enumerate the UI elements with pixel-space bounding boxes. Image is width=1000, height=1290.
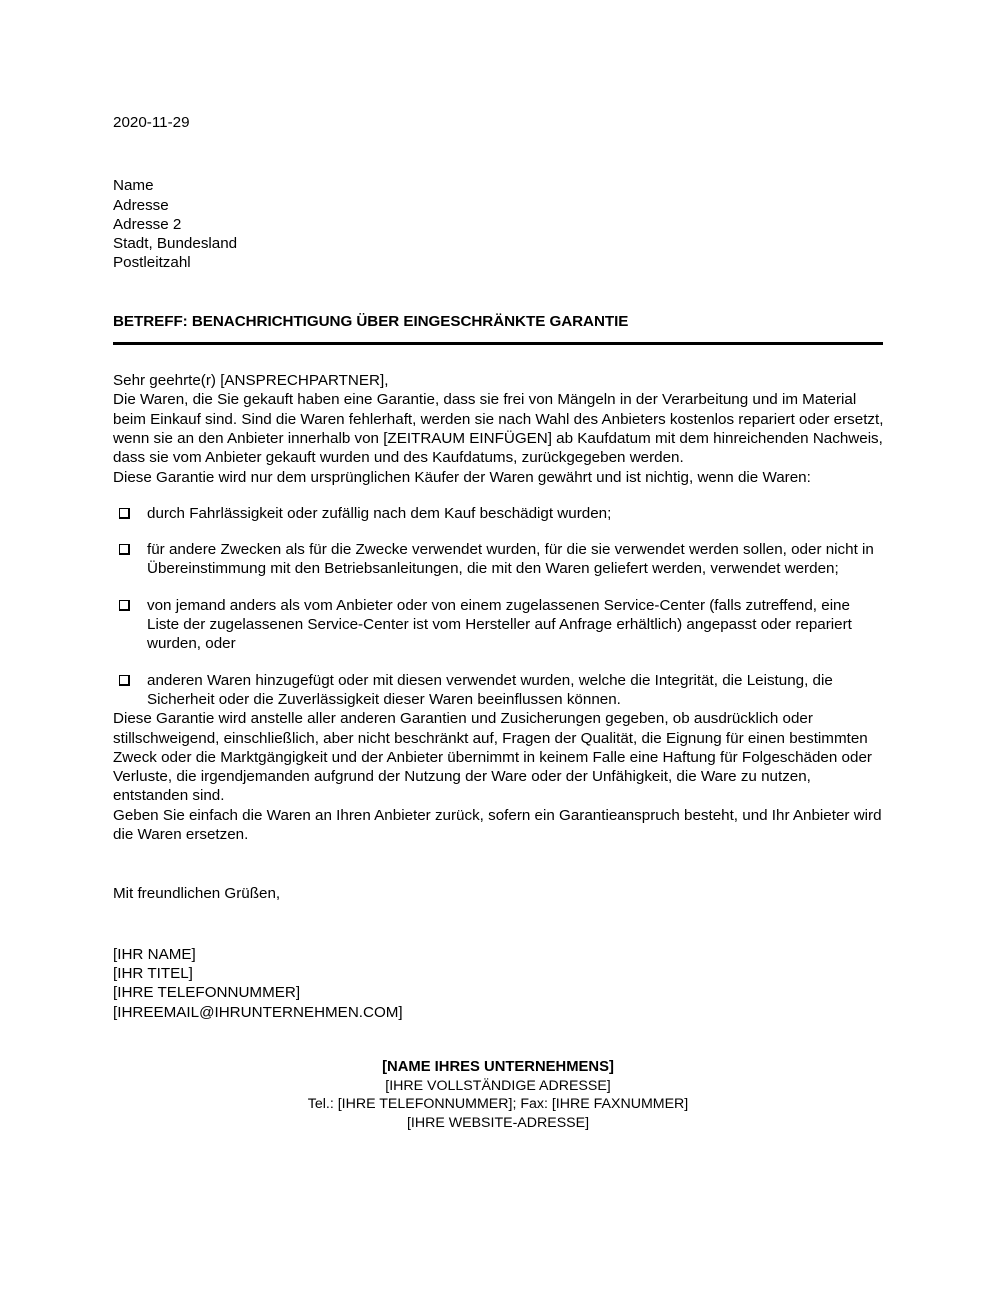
exclusions-list <box>113 504 885 709</box>
signature-line-title: [IHR TITEL] <box>113 964 193 982</box>
document-body <box>113 0 885 1132</box>
footer-address: [IHRE VOLLSTÄNDIGE ADRESSE] <box>385 1077 611 1094</box>
square-bullet-icon <box>119 600 130 611</box>
square-bullet-icon <box>119 508 130 519</box>
list-item <box>113 671 885 710</box>
recipient-line-name: Name <box>113 177 154 195</box>
signature-line-phone: [IHRE TELEFONNUMMER] <box>113 984 301 1002</box>
signature-block <box>113 945 885 1022</box>
footer-company-name: [NAME IHRES UNTERNEHMENS] <box>382 1058 614 1075</box>
recipient-address-block <box>113 176 885 272</box>
list-item-text: von jemand anders als vom Anbieter oder von einem zugelassenen Service-Center (falls zutreffend, eine Liste der zugelassenen Service-Center ist vom Hersteller auf Anfrage erhältlich) angepasst oder repariert wurden, oder <box>147 596 852 653</box>
list-item <box>113 540 885 579</box>
list-item-text: anderen Waren hinzugefügt oder mit diesen verwendet wurden, welche die Integrität, die Leistung, die Sicherheit oder die Zuverlässigkeit dieser Waren beeinflussen können. <box>147 671 833 708</box>
footer-website: [IHRE WEBSITE-ADRESSE] <box>406 1114 590 1131</box>
subject-section <box>113 312 885 345</box>
salutation: Sehr geehrte(r) [ANSPRECHPARTNER], <box>113 372 389 390</box>
list-item <box>113 504 885 523</box>
subject-heading: BETREFF: BENACHRICHTIGUNG ÜBER EINGESCHRÄNKTE GARANTIE <box>113 312 629 330</box>
square-bullet-icon <box>119 675 130 686</box>
recipient-line-address1: Adresse <box>113 196 169 214</box>
recipient-line-address2: Adresse 2 <box>113 215 182 233</box>
letter-date: 2020-11-29 <box>113 114 190 131</box>
list-item-text: durch Fahrlässigkeit oder zufällig nach dem Kauf beschädigt wurden; <box>147 504 612 522</box>
signature-line-email: [IHREEMAIL@IHRUNTERNEHMEN.COM] <box>113 1003 403 1021</box>
paragraph-conditions-lead: Diese Garantie wird nur dem ursprünglichen Käufer der Waren gewährt und ist nichtig, wenn die Waren: <box>113 468 811 486</box>
square-bullet-icon <box>119 544 130 555</box>
list-item <box>113 596 885 654</box>
footer-contact: Tel.: [IHRE TELEFONNUMMER]; Fax: [IHRE FAXNUMMER] <box>307 1096 689 1113</box>
closing-salutation: Mit freundlichen Grüßen, <box>113 885 281 903</box>
paragraph-intro: Die Waren, die Sie gekauft haben eine Garantie, dass sie frei von Mängeln in der Verarbeitung und im Material beim Einkauf sind. Sind die Waren fehlerhaft, werden sie nach Wahl des Anbieters kostenlos repariert oder ersetzt, wenn sie an den Anbieter innerhalb von [ZEITRAUM EINFÜGEN] ab Kaufdatum mit dem hinreichenden Nachweis, dass sie vom Anbieter gekauft wurden und des Kaufdatums, zurückgegeben werden. <box>113 391 884 467</box>
subject-divider <box>113 342 883 345</box>
recipient-line-city-state: Stadt, Bundesland <box>113 235 238 253</box>
recipient-line-postal-code: Postleitzahl <box>113 254 191 272</box>
letterhead-footer <box>113 1058 885 1132</box>
paragraph-return-instructions: Geben Sie einfach die Waren an Ihren Anbieter zurück, sofern ein Garantieanspruch besteht, und Ihr Anbieter wird die Waren ersetzen. <box>113 806 882 844</box>
list-item-text: für andere Zwecken als für die Zwecke verwendet wurden, für die sie verwendet werden sollen, oder nicht in Übereinstimmung mit den Betriebsanleitungen, die mit den Waren geliefert werden, verwendet werden; <box>147 541 874 578</box>
paragraph-disclaimer: Diese Garantie wird anstelle aller anderen Garantien und Zusicherungen gegeben, ob ausdrücklich oder stillschweigend, einschließlich, aber nicht beschränkt auf, Fragen der Qualität, die Eignung für einen bestimmten Zweck oder die Marktgängigkeit und der Anbieter übernimmt in keinem Falle eine Haftung für Folgeschäden oder Verluste, die irgendjemanden aufgrund der Nutzung der Ware oder der Unfähigkeit, die Ware zu nutzen, entstanden sind. <box>113 710 872 805</box>
signature-line-name: [IHR NAME] <box>113 945 196 963</box>
